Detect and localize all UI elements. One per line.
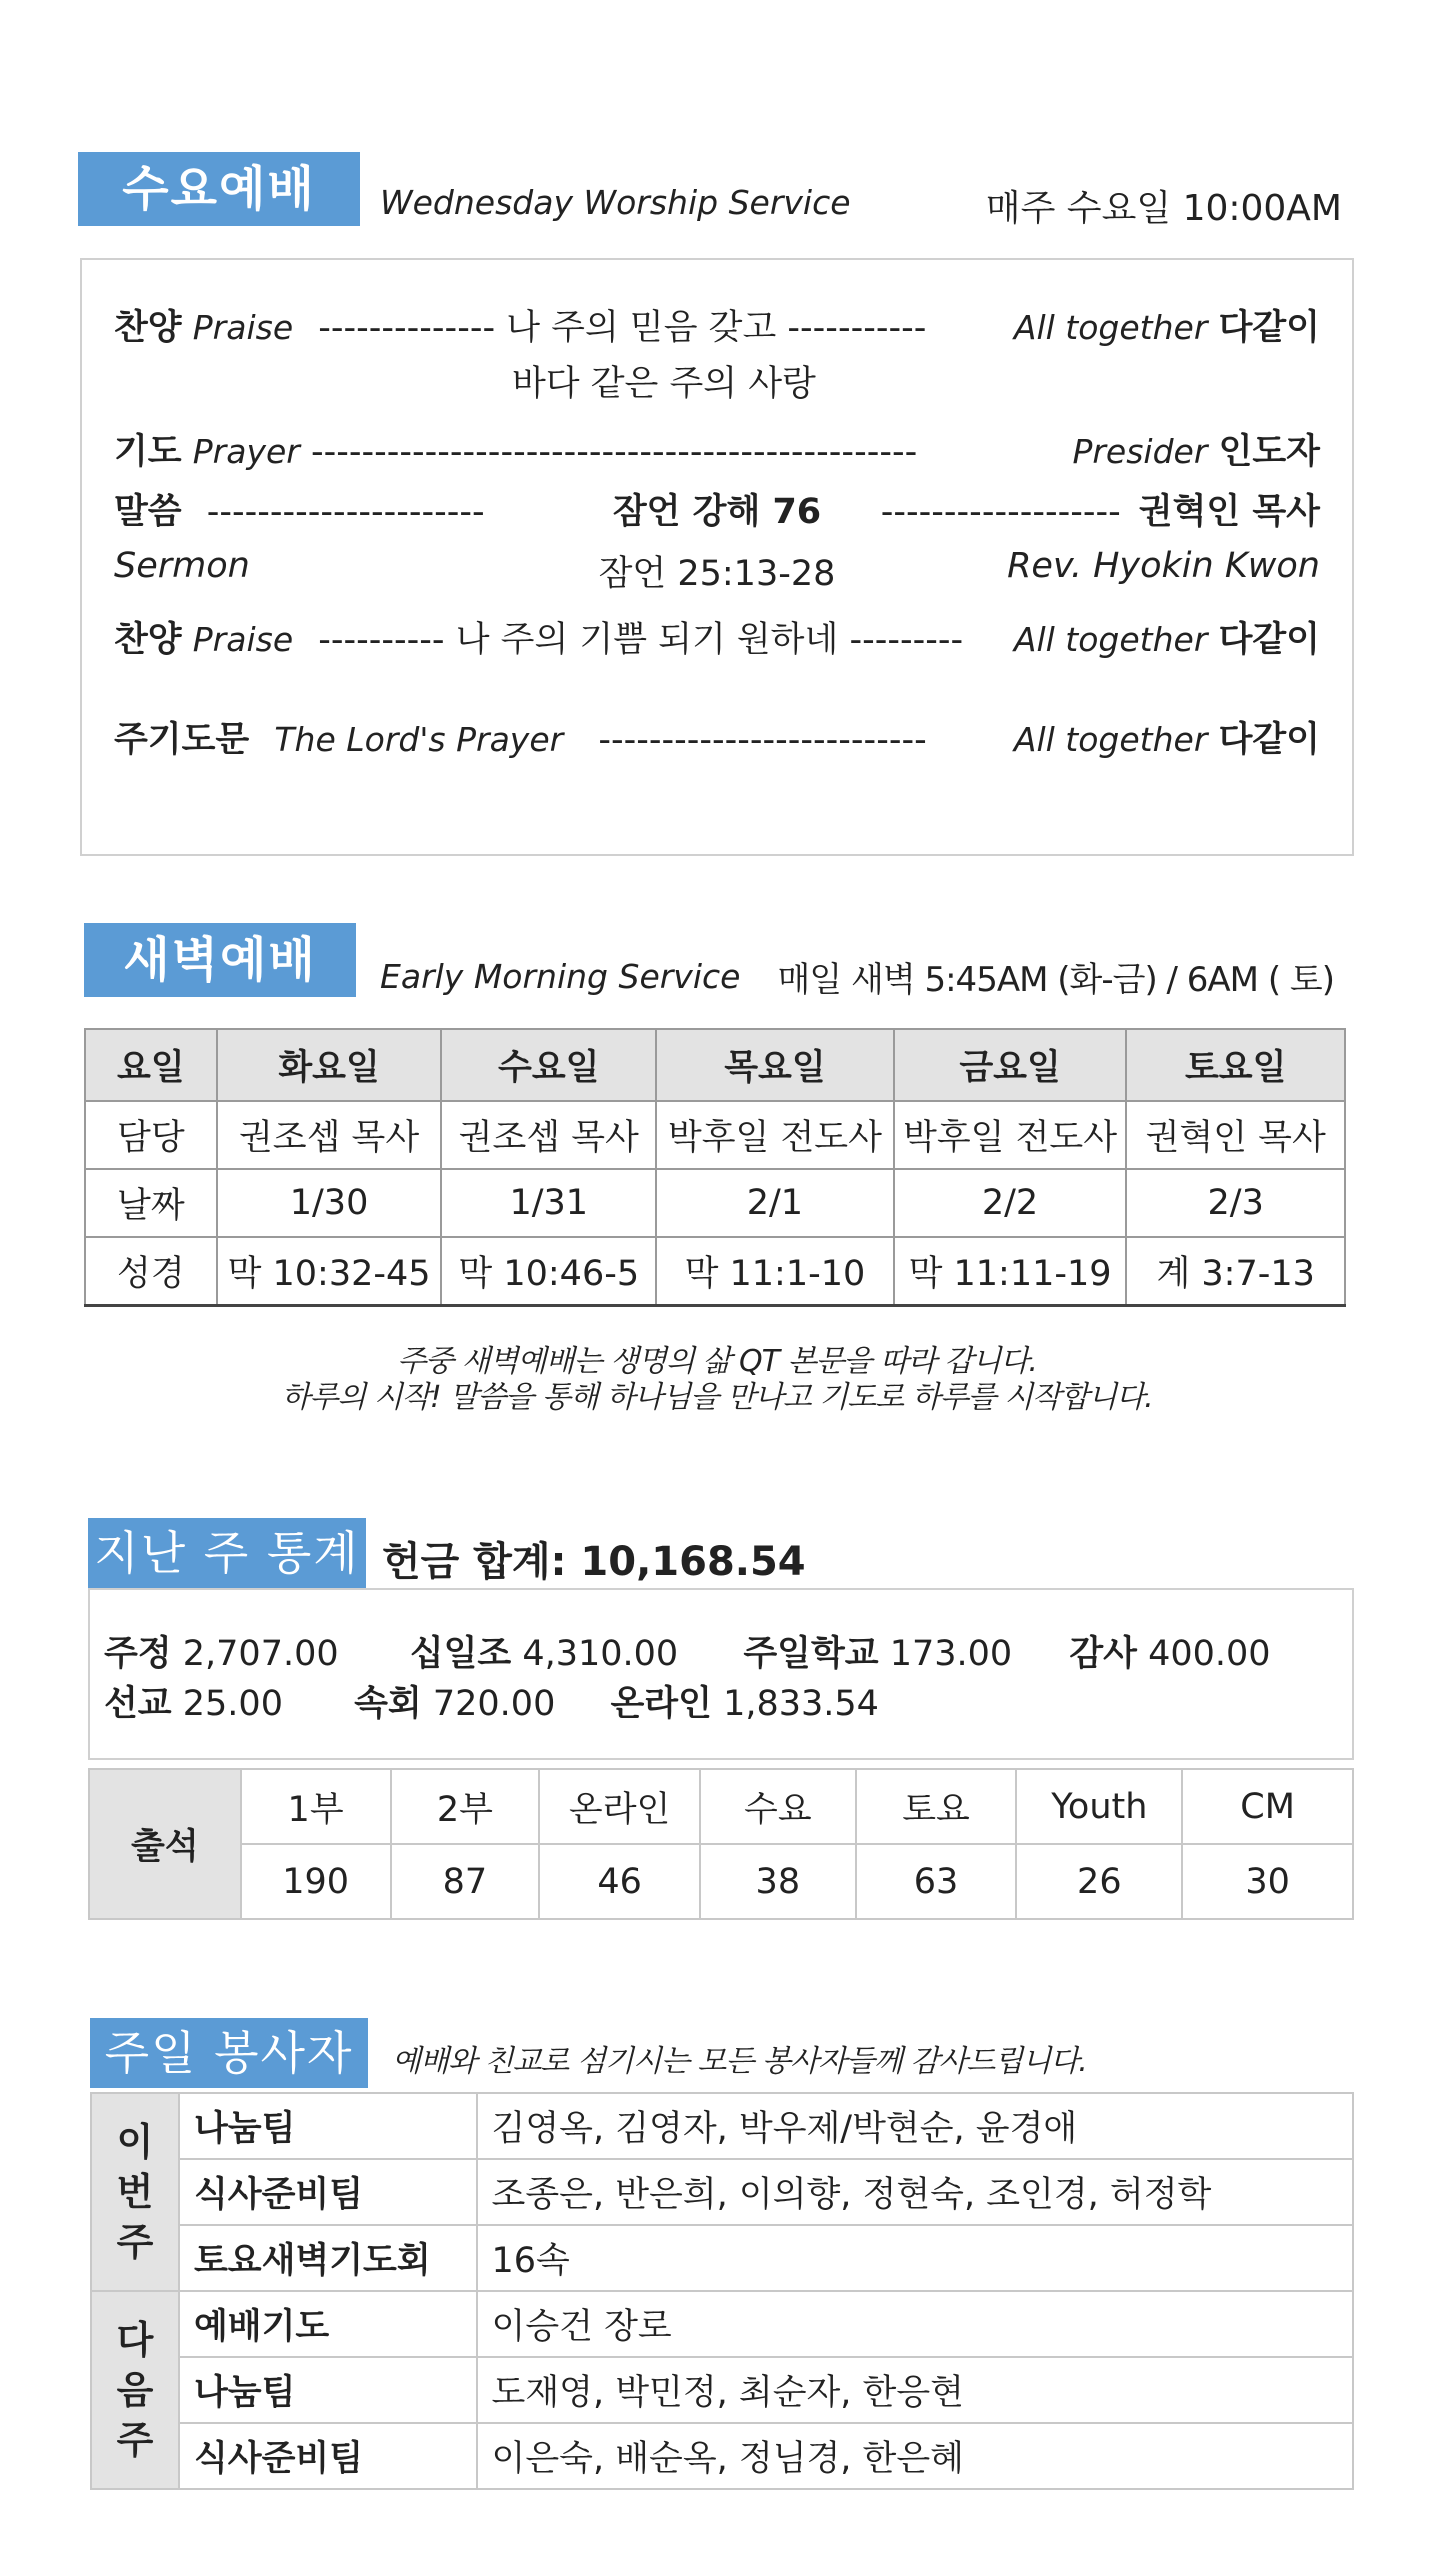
stat-label: 감사 bbox=[1069, 1634, 1137, 1674]
stat-label: 주정 bbox=[104, 1634, 172, 1674]
early-morning-row-date bbox=[85, 1169, 1345, 1237]
early-morning-cell: 수요일 bbox=[441, 1029, 656, 1101]
stat-label: 선교 bbox=[104, 1684, 172, 1724]
prayer-label-en: Prayer bbox=[192, 432, 300, 471]
attendance-header: 수요 bbox=[700, 1769, 856, 1844]
volunteer-row bbox=[91, 2423, 1353, 2489]
early-morning-cell: 토요일 bbox=[1126, 1029, 1345, 1101]
praise-by-ko: 다같이 bbox=[1218, 308, 1320, 348]
wednesday-order-box bbox=[80, 258, 1354, 856]
volunteer-role: 토요새벽기도회 bbox=[179, 2225, 477, 2291]
volunteer-names: 16속 bbox=[477, 2225, 1353, 2291]
volunteer-row bbox=[91, 2159, 1353, 2225]
stat-label: 십일조 bbox=[409, 1634, 512, 1674]
early-morning-cell: 목요일 bbox=[656, 1029, 894, 1101]
early-morning-cell: 2/3 bbox=[1126, 1169, 1345, 1237]
attendance-header: 토요 bbox=[856, 1769, 1017, 1844]
attendance-header: CM bbox=[1182, 1769, 1353, 1844]
stat-value: 25.00 bbox=[182, 1684, 283, 1724]
volunteer-names: 김영옥, 김영자, 박우제/박현순, 윤경애 bbox=[477, 2093, 1353, 2159]
stats-line-1 bbox=[104, 1626, 1271, 1676]
volunteer-role: 예배기도 bbox=[179, 2291, 477, 2357]
early-morning-subtitle: Early Morning Service bbox=[380, 957, 741, 996]
dash-leader: -------------- bbox=[318, 308, 496, 348]
lords-prayer-by-ko: 다같이 bbox=[1218, 720, 1320, 760]
attendance-header: 2부 bbox=[391, 1769, 540, 1844]
early-morning-note-2: 하루의 시작! 말씀을 통해 하나님을 만나고 기도로 하루를 시작합니다. bbox=[281, 1380, 1153, 1415]
wednesday-title: 수요예배 bbox=[78, 152, 360, 226]
dash-leader: ------------------- bbox=[880, 492, 1121, 532]
attendance-table bbox=[88, 1768, 1354, 1920]
early-morning-cell: 담당 bbox=[85, 1101, 217, 1169]
stat-value: 2,707.00 bbox=[182, 1634, 339, 1674]
praise2-label-ko: 찬양 bbox=[114, 620, 182, 660]
early-morning-row-leader bbox=[85, 1101, 1345, 1169]
volunteer-row bbox=[91, 2291, 1353, 2357]
dash-leader: --------- bbox=[849, 620, 964, 660]
early-morning-row-scripture bbox=[85, 1237, 1345, 1306]
prayer-label-ko: 기도 bbox=[114, 432, 182, 472]
praise-by-en: All together bbox=[1013, 308, 1208, 347]
wednesday-subtitle: Wednesday Worship Service bbox=[380, 183, 851, 222]
wednesday-schedule: 매주 수요일 10:00AM bbox=[985, 188, 1342, 229]
sermon-label-en: Sermon bbox=[114, 546, 250, 586]
volunteer-role: 나눔팀 bbox=[179, 2357, 477, 2423]
early-morning-cell: 성경 bbox=[85, 1237, 217, 1306]
early-morning-cell: 권조셉 목사 bbox=[217, 1101, 442, 1169]
attendance-header: Youth bbox=[1016, 1769, 1182, 1844]
early-morning-cell: 박후일 전도사 bbox=[656, 1101, 894, 1169]
early-morning-cell: 권조셉 목사 bbox=[441, 1101, 656, 1169]
attendance-value: 30 bbox=[1182, 1844, 1353, 1919]
prayer-by-en: Presider bbox=[1072, 432, 1208, 471]
dash-leader: ---------------------- bbox=[206, 492, 485, 532]
stat-value: 4,310.00 bbox=[522, 1634, 679, 1674]
early-morning-note-1: 주중 새벽예배는 생명의 삶 QT 본문을 따라 갑니다. bbox=[397, 1344, 1037, 1379]
dash-leader: ------------------------------------------------ bbox=[311, 432, 918, 472]
volunteers-note: 예배와 친교로 섬기시는 모든 봉사자들께 감사드립니다. bbox=[392, 2044, 1087, 2079]
praise2-song: 나 주의 기쁨 되기 원하네 bbox=[455, 620, 839, 660]
early-morning-cell: 2/1 bbox=[656, 1169, 894, 1237]
early-morning-cell: 2/2 bbox=[894, 1169, 1127, 1237]
early-morning-cell: 막 10:32-45 bbox=[217, 1237, 442, 1306]
dash-leader: -------------------------- bbox=[598, 720, 927, 760]
early-morning-cell: 막 11:1-10 bbox=[656, 1237, 894, 1306]
early-morning-cell: 막 11:11-19 bbox=[894, 1237, 1127, 1306]
early-morning-table bbox=[84, 1028, 1346, 1307]
stats-total-value: 10,168.54 bbox=[580, 1539, 806, 1585]
prayer-by-ko: 인도자 bbox=[1218, 432, 1320, 472]
sermon-title: 잠언 강해 76 bbox=[612, 492, 822, 532]
attendance-value: 190 bbox=[241, 1844, 391, 1919]
volunteers-title: 주일 봉사자 bbox=[90, 2018, 368, 2088]
sermon-preacher-ko: 권혁인 목사 bbox=[1138, 492, 1320, 532]
praise-label-ko: 찬양 bbox=[114, 308, 182, 348]
attendance-header: 1부 bbox=[241, 1769, 391, 1844]
volunteer-names: 이은숙, 배순옥, 정님경, 한은혜 bbox=[477, 2423, 1353, 2489]
stat-label: 속회 bbox=[354, 1684, 422, 1724]
early-morning-cell: 화요일 bbox=[217, 1029, 442, 1101]
attendance-value: 63 bbox=[856, 1844, 1017, 1919]
sermon-label-ko: 말씀 bbox=[114, 492, 182, 532]
sermon-passage: 잠언 25:13-28 bbox=[598, 554, 836, 594]
stat-value: 1,833.54 bbox=[723, 1684, 879, 1724]
early-morning-cell: 박후일 전도사 bbox=[894, 1101, 1127, 1169]
volunteer-role: 식사준비팀 bbox=[179, 2423, 477, 2489]
volunteers-table bbox=[90, 2092, 1354, 2490]
praise2-by-ko: 다같이 bbox=[1218, 620, 1320, 660]
volunteer-row bbox=[91, 2357, 1353, 2423]
stats-total bbox=[382, 1530, 806, 1587]
early-morning-cell: 날짜 bbox=[85, 1169, 217, 1237]
volunteer-row bbox=[91, 2093, 1353, 2159]
early-morning-title: 새벽예배 bbox=[84, 923, 356, 997]
lords-prayer-label-en: The Lord's Prayer bbox=[274, 720, 564, 759]
next-week-label: 다음주 bbox=[91, 2291, 179, 2489]
attendance-header: 온라인 bbox=[539, 1769, 700, 1844]
early-morning-schedule: 매일 새벽 5:45AM (화-금) / 6AM ( 토) bbox=[777, 960, 1334, 1000]
dash-leader: ---------- bbox=[318, 620, 445, 660]
praise2-by-en: All together bbox=[1013, 620, 1208, 659]
early-morning-cell: 금요일 bbox=[894, 1029, 1127, 1101]
volunteer-names: 이승건 장로 bbox=[477, 2291, 1353, 2357]
lords-prayer-by-en: All together bbox=[1013, 720, 1208, 759]
volunteer-row bbox=[91, 2225, 1353, 2291]
early-morning-cell: 요일 bbox=[85, 1029, 217, 1101]
stat-value: 720.00 bbox=[432, 1684, 556, 1724]
volunteer-role: 나눔팀 bbox=[179, 2093, 477, 2159]
stat-label: 온라인 bbox=[610, 1684, 712, 1724]
volunteer-names: 조종은, 반은희, 이의향, 정현숙, 조인경, 허정학 bbox=[477, 2159, 1353, 2225]
stat-label: 주일학교 bbox=[743, 1634, 879, 1674]
early-morning-cell: 계 3:7-13 bbox=[1126, 1237, 1345, 1306]
praise2-label-en: Praise bbox=[192, 620, 294, 659]
stats-line-2 bbox=[104, 1676, 879, 1726]
early-morning-row-header bbox=[85, 1029, 1345, 1101]
praise-song-2: 바다 같은 주의 사랑 bbox=[512, 364, 816, 404]
attendance-value: 26 bbox=[1016, 1844, 1182, 1919]
attendance-value: 46 bbox=[539, 1844, 700, 1919]
praise-song: 나 주의 믿음 갖고 bbox=[506, 308, 777, 348]
stats-offering-box bbox=[88, 1588, 1354, 1760]
dash-leader: ----------- bbox=[787, 308, 927, 348]
attendance-label: 출석 bbox=[89, 1769, 241, 1919]
volunteer-role: 식사준비팀 bbox=[179, 2159, 477, 2225]
stats-total-label: 헌금 합계: bbox=[382, 1539, 567, 1585]
lords-prayer-label-ko: 주기도문 bbox=[114, 720, 250, 760]
early-morning-cell: 권혁인 목사 bbox=[1126, 1101, 1345, 1169]
early-morning-cell: 막 10:46-5 bbox=[441, 1237, 656, 1306]
this-week-label: 이번주 bbox=[91, 2093, 179, 2291]
attendance-value: 38 bbox=[700, 1844, 856, 1919]
attendance-value: 87 bbox=[391, 1844, 540, 1919]
sermon-preacher-en: Rev. Hyokin Kwon bbox=[1007, 546, 1320, 586]
early-morning-cell: 1/31 bbox=[441, 1169, 656, 1237]
praise-label-en: Praise bbox=[192, 308, 294, 347]
stat-value: 173.00 bbox=[889, 1634, 1013, 1674]
early-morning-cell: 1/30 bbox=[217, 1169, 442, 1237]
volunteer-names: 도재영, 박민정, 최순자, 한응현 bbox=[477, 2357, 1353, 2423]
stats-title: 지난 주 통계 bbox=[88, 1518, 366, 1588]
stat-value: 400.00 bbox=[1148, 1634, 1271, 1674]
